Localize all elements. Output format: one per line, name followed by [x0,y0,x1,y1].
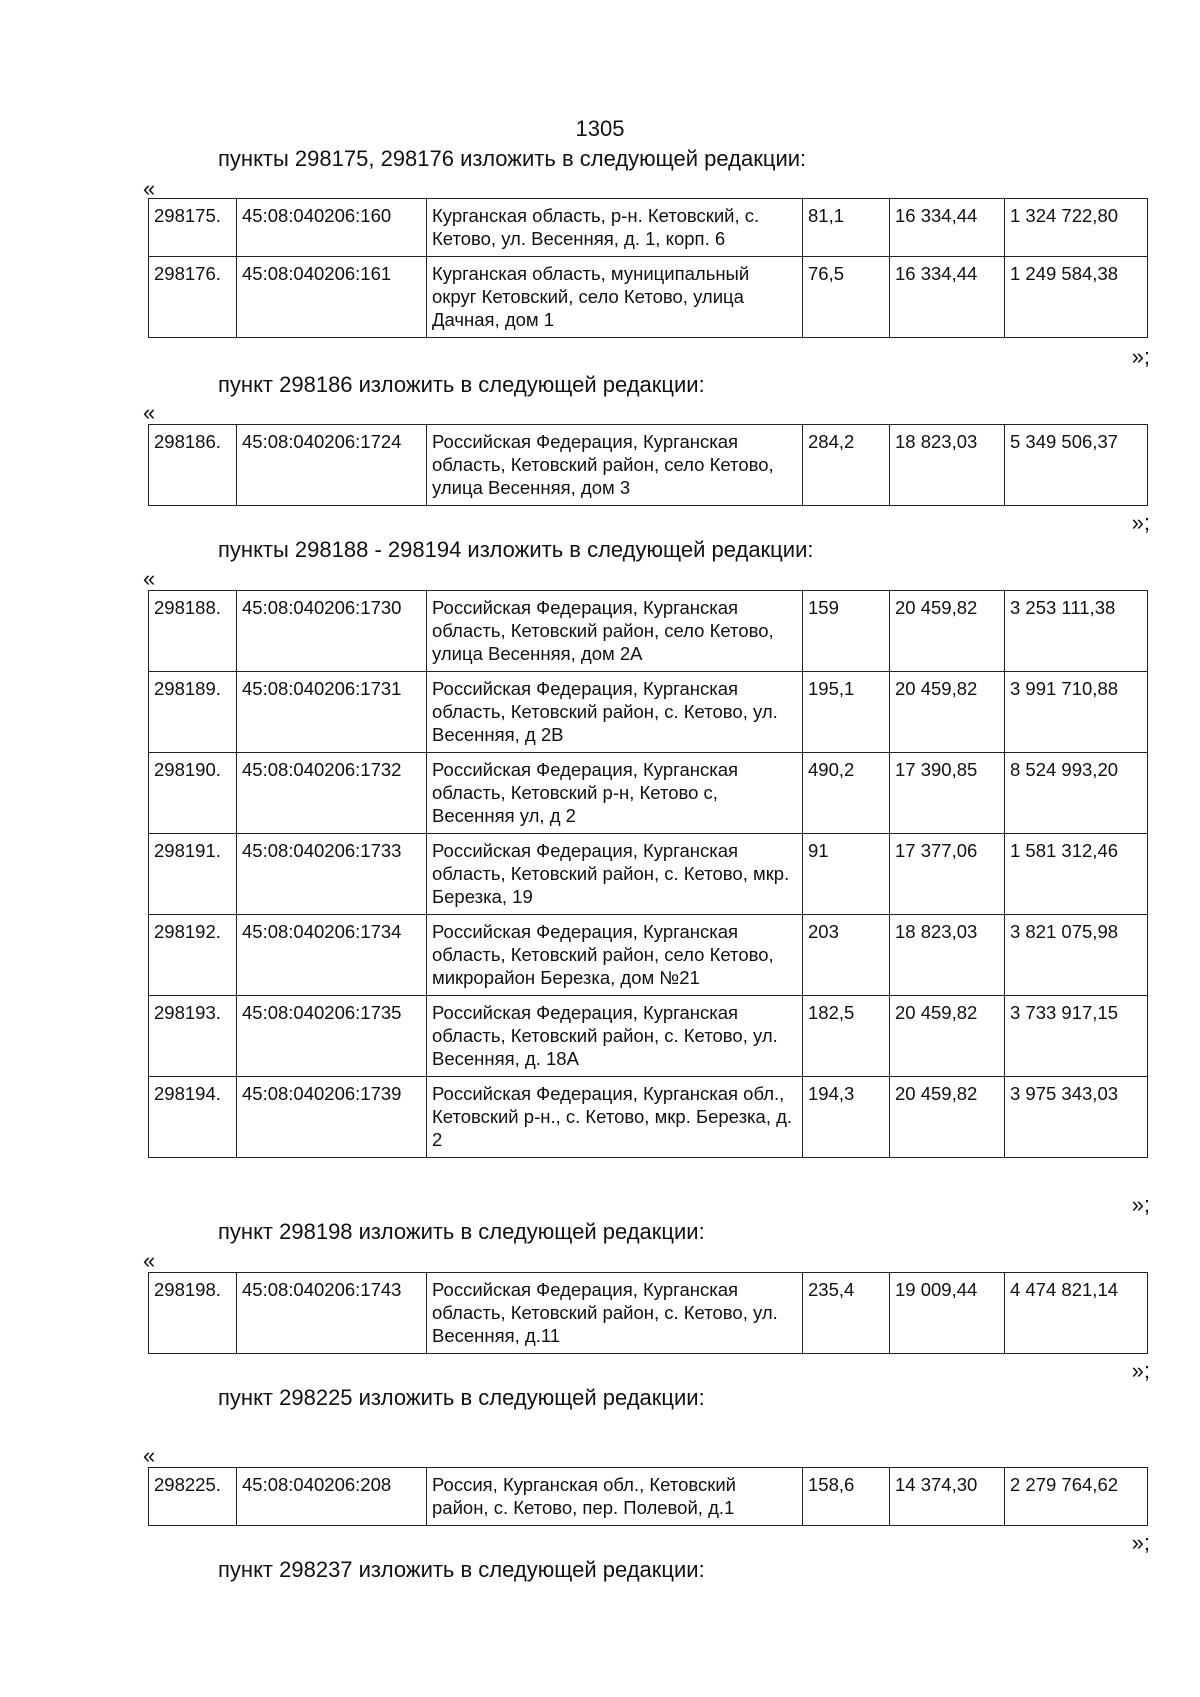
table-row [149,1273,1148,1354]
amendment-intro: пункты 298175, 298176 изложить в следующей редакции: [218,146,807,171]
item-number-cell: 298193. [149,996,237,1077]
amendment-intro: пункт 298225 изложить в следующей редакции: [218,1385,705,1410]
opening-quote: « [143,1248,156,1273]
area-cell: 81,1 [803,199,890,257]
unit-price-cell: 18 823,03 [890,425,1005,506]
total-value-cell: 2 279 764,62 [1005,1468,1148,1526]
cadastral-number-cell: 45:08:040206:1724 [237,425,427,506]
opening-quote: « [143,400,156,425]
item-number-cell: 298198. [149,1273,237,1354]
address-cell: Россия, Курганская обл., Кетовский район, с. Кетово, пер. Полевой, д.1 [427,1468,803,1526]
cadastral-number-cell: 45:08:040206:1739 [237,1077,427,1158]
area-cell: 490,2 [803,753,890,834]
unit-price-cell: 14 374,30 [890,1468,1005,1526]
unit-price-cell: 20 459,82 [890,1077,1005,1158]
item-number-cell: 298225. [149,1468,237,1526]
cadastral-number-cell: 45:08:040206:1733 [237,834,427,915]
page-number: 1305 [575,116,625,141]
item-number-cell: 298191. [149,834,237,915]
total-value-cell: 1 249 584,38 [1005,257,1148,338]
total-value-cell: 1 324 722,80 [1005,199,1148,257]
address-cell: Российская Федерация, Курганская область, Кетовский р-н, Кетово с, Весенняя ул, д 2 [427,753,803,834]
address-cell: Российская Федерация, Курганская область, Кетовский район, с. Кетово, ул. Весенняя, д. 18А [427,996,803,1077]
total-value-cell: 8 524 993,20 [1005,753,1148,834]
cadastral-number-cell: 45:08:040206:1735 [237,996,427,1077]
cadastral-number-cell: 45:08:040206:1732 [237,753,427,834]
amendment-table [148,198,1148,338]
address-cell: Российская Федерация, Курганская область, Кетовский район, с. Кетово, мкр. Березка, 19 [427,834,803,915]
closing-quote: »; [1131,510,1150,535]
area-cell: 284,2 [803,425,890,506]
amendment-intro: пункт 298237 изложить в следующей редакции: [218,1557,705,1582]
item-number-cell: 298186. [149,425,237,506]
closing-quote: »; [1131,1358,1150,1383]
table-row [149,915,1148,996]
address-cell: Российская Федерация, Курганская область, Кетовский район, с. Кетово, ул. Весенняя, д.11 [427,1273,803,1354]
opening-quote: « [143,566,156,591]
item-number-cell: 298194. [149,1077,237,1158]
table-row [149,1468,1148,1526]
cadastral-number-cell: 45:08:040206:208 [237,1468,427,1526]
unit-price-cell: 16 334,44 [890,199,1005,257]
cadastral-number-cell: 45:08:040206:160 [237,199,427,257]
total-value-cell: 3 975 343,03 [1005,1077,1148,1158]
unit-price-cell: 20 459,82 [890,996,1005,1077]
item-number-cell: 298176. [149,257,237,338]
table-row [149,199,1148,257]
closing-quote: »; [1131,344,1150,369]
table-row [149,1077,1148,1158]
amendment-table [148,590,1148,1158]
unit-price-cell: 17 377,06 [890,834,1005,915]
table-row [149,591,1148,672]
area-cell: 235,4 [803,1273,890,1354]
table-row [149,425,1148,506]
address-cell: Российская Федерация, Курганская область, Кетовский район, село Кетово, микрорайон Березка, дом №21 [427,915,803,996]
cadastral-number-cell: 45:08:040206:1731 [237,672,427,753]
cadastral-number-cell: 45:08:040206:1730 [237,591,427,672]
area-cell: 158,6 [803,1468,890,1526]
amendment-table [148,1272,1148,1354]
amendment-intro: пункт 298198 изложить в следующей редакции: [218,1219,705,1244]
area-cell: 159 [803,591,890,672]
opening-quote: « [143,176,156,201]
area-cell: 76,5 [803,257,890,338]
area-cell: 194,3 [803,1077,890,1158]
address-cell: Российская Федерация, Курганская область, Кетовский район, с. Кетово, ул. Весенняя, д 2В [427,672,803,753]
area-cell: 195,1 [803,672,890,753]
total-value-cell: 3 253 111,38 [1005,591,1148,672]
table-row [149,753,1148,834]
table-row [149,834,1148,915]
unit-price-cell: 20 459,82 [890,672,1005,753]
address-cell: Российская Федерация, Курганская область, Кетовский район, село Кетово, улица Весенняя, дом 3 [427,425,803,506]
table-row [149,257,1148,338]
opening-quote: « [143,1443,156,1468]
unit-price-cell: 18 823,03 [890,915,1005,996]
amendment-table [148,424,1148,506]
item-number-cell: 298190. [149,753,237,834]
unit-price-cell: 20 459,82 [890,591,1005,672]
amendment-table [148,1467,1148,1526]
item-number-cell: 298188. [149,591,237,672]
table-row [149,672,1148,753]
total-value-cell: 3 733 917,15 [1005,996,1148,1077]
total-value-cell: 1 581 312,46 [1005,834,1148,915]
area-cell: 182,5 [803,996,890,1077]
item-number-cell: 298175. [149,199,237,257]
cadastral-number-cell: 45:08:040206:1743 [237,1273,427,1354]
address-cell: Российская Федерация, Курганская область, Кетовский район, село Кетово, улица Весенняя, дом 2А [427,591,803,672]
address-cell: Курганская область, р-н. Кетовский, с. Кетово, ул. Весенняя, д. 1, корп. 6 [427,199,803,257]
item-number-cell: 298192. [149,915,237,996]
total-value-cell: 4 474 821,14 [1005,1273,1148,1354]
area-cell: 91 [803,834,890,915]
amendment-intro: пункт 298186 изложить в следующей редакции: [218,372,705,397]
total-value-cell: 3 991 710,88 [1005,672,1148,753]
item-number-cell: 298189. [149,672,237,753]
unit-price-cell: 19 009,44 [890,1273,1005,1354]
address-cell: Курганская область, муниципальный округ Кетовский, село Кетово, улица Дачная, дом 1 [427,257,803,338]
closing-quote: »; [1131,1192,1150,1217]
table-row [149,996,1148,1077]
total-value-cell: 3 821 075,98 [1005,915,1148,996]
closing-quote: »; [1131,1530,1150,1555]
unit-price-cell: 17 390,85 [890,753,1005,834]
cadastral-number-cell: 45:08:040206:161 [237,257,427,338]
cadastral-number-cell: 45:08:040206:1734 [237,915,427,996]
amendment-intro: пункты 298188 - 298194 изложить в следующей редакции: [218,537,814,562]
total-value-cell: 5 349 506,37 [1005,425,1148,506]
unit-price-cell: 16 334,44 [890,257,1005,338]
address-cell: Российская Федерация, Курганская обл., Кетовский р-н., с. Кетово, мкр. Березка, д. 2 [427,1077,803,1158]
area-cell: 203 [803,915,890,996]
